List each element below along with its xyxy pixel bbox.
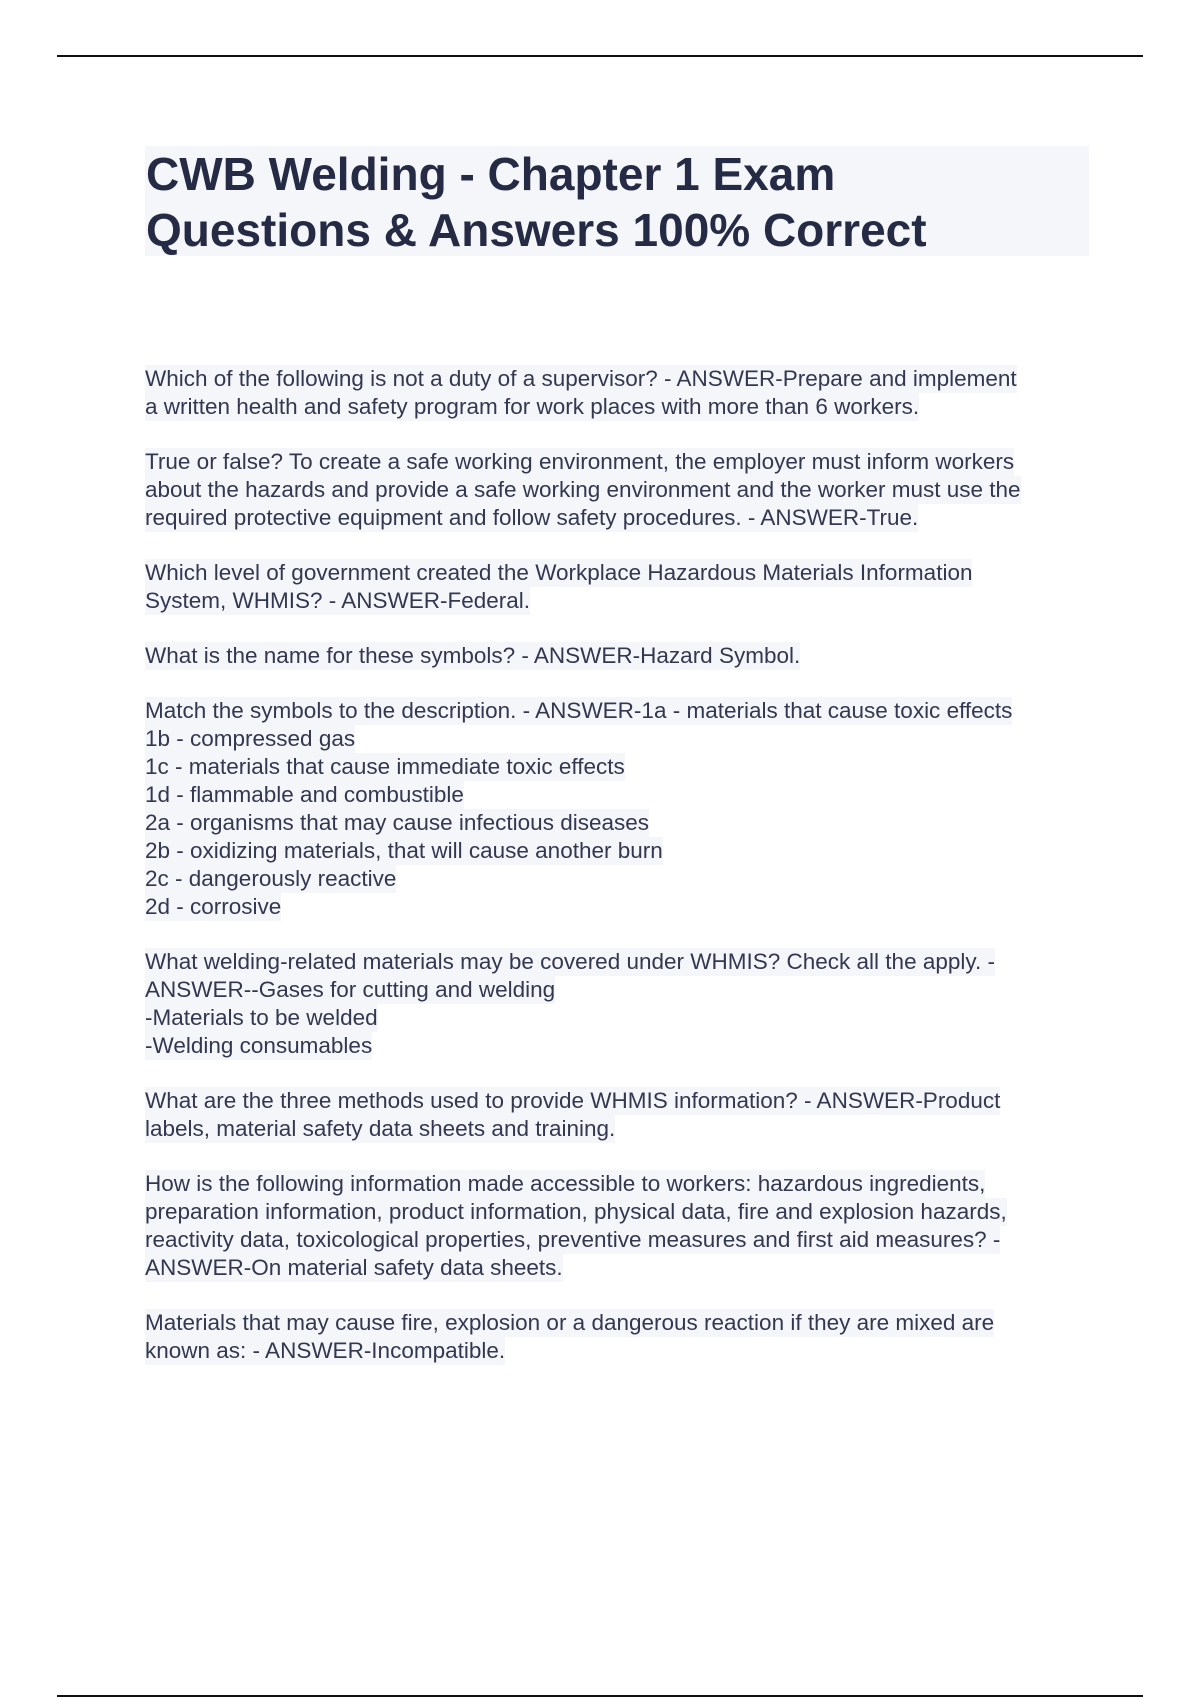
bottom-rule bbox=[57, 1695, 1143, 1697]
qa-line: preparation information, product information, physical data, fire and explosion hazards, bbox=[145, 1199, 1007, 1224]
qa-line: What are the three methods used to provide WHMIS information? - ANSWER-Product bbox=[145, 1088, 1001, 1113]
qa-line: What is the name for these symbols? - ANSWER-Hazard Symbol. bbox=[145, 643, 801, 668]
qa-line: about the hazards and provide a safe working environment and the worker must use the bbox=[145, 477, 1021, 502]
qa-item bbox=[145, 365, 1095, 421]
qa-line: How is the following information made accessible to workers: hazardous ingredients, bbox=[145, 1171, 986, 1196]
qa-line: reactivity data, toxicological properties, preventive measures and first aid measures? - bbox=[145, 1227, 1001, 1252]
qa-line: 1d - flammable and combustible bbox=[145, 782, 464, 807]
qa-line: Match the symbols to the description. - ANSWER-1a - materials that cause toxic effects bbox=[145, 698, 1013, 723]
qa-line: required protective equipment and follow safety procedures. - ANSWER-True. bbox=[145, 505, 919, 530]
qa-item bbox=[145, 1170, 1095, 1282]
qa-item bbox=[145, 948, 1095, 1060]
top-rule bbox=[57, 55, 1143, 57]
qa-item bbox=[145, 1309, 1095, 1365]
title-line: CWB Welding - Chapter 1 Exam bbox=[146, 148, 836, 200]
qa-line: ANSWER--Gases for cutting and welding bbox=[145, 977, 556, 1002]
qa-line: Which level of government created the Workplace Hazardous Materials Information bbox=[145, 560, 973, 585]
qa-item bbox=[145, 697, 1095, 921]
qa-item bbox=[145, 559, 1095, 615]
qa-line: 2b - oxidizing materials, that will cause another burn bbox=[145, 838, 663, 863]
qa-line: 2a - organisms that may cause infectious diseases bbox=[145, 810, 649, 835]
qa-line: ANSWER-On material safety data sheets. bbox=[145, 1255, 563, 1280]
qa-line: a written health and safety program for work places with more than 6 workers. bbox=[145, 394, 920, 419]
qa-line: known as: - ANSWER-Incompatible. bbox=[145, 1338, 506, 1363]
qa-line: 1b - compressed gas bbox=[145, 726, 356, 751]
qa-line: Materials that may cause fire, explosion or a dangerous reaction if they are mixed are bbox=[145, 1310, 995, 1335]
qa-line: -Welding consumables bbox=[145, 1033, 373, 1058]
qa-item bbox=[145, 1087, 1095, 1143]
document-title bbox=[145, 146, 1089, 256]
qa-line: What welding-related materials may be covered under WHMIS? Check all the apply. - bbox=[145, 949, 995, 974]
qa-line: -Materials to be welded bbox=[145, 1005, 378, 1030]
qa-list bbox=[145, 365, 1095, 1392]
qa-line: 2d - corrosive bbox=[145, 894, 282, 919]
qa-line: 1c - materials that cause immediate toxic effects bbox=[145, 754, 625, 779]
qa-line: Which of the following is not a duty of a supervisor? - ANSWER-Prepare and implement bbox=[145, 366, 1017, 391]
qa-line: True or false? To create a safe working environment, the employer must inform workers bbox=[145, 449, 1015, 474]
qa-item bbox=[145, 642, 1095, 670]
qa-line: labels, material safety data sheets and training. bbox=[145, 1116, 616, 1141]
qa-item bbox=[145, 448, 1095, 532]
title-line: Questions & Answers 100% Correct bbox=[146, 204, 927, 256]
qa-line: System, WHMIS? - ANSWER-Federal. bbox=[145, 588, 531, 613]
qa-line: 2c - dangerously reactive bbox=[145, 866, 397, 891]
